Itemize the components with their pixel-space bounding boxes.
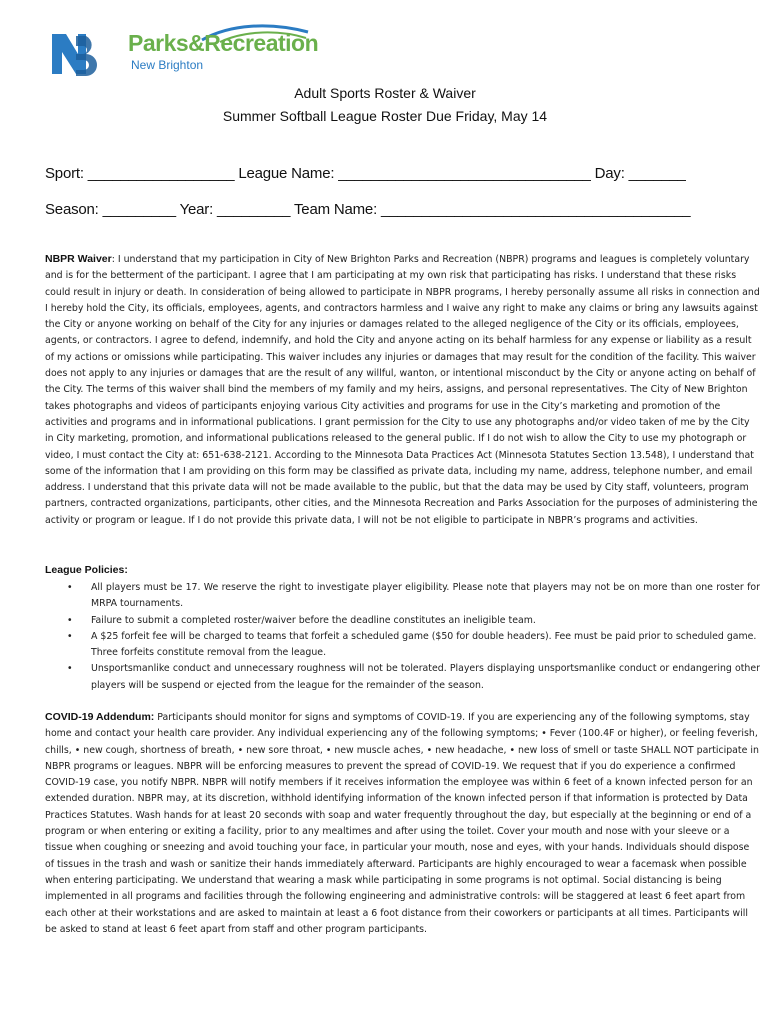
bullet-icon: • bbox=[67, 582, 73, 593]
policy-text: Failure to submit a completed roster/waiver before the deadline constitutes an ineligible team. bbox=[91, 614, 536, 626]
list-item bbox=[45, 629, 760, 662]
covid-text: Participants should monitor for signs and symptoms of COVID-19. If you are experiencing any of the following symptoms, stay home and contact your health care provider. Any individual experiencing any of the following symptoms; • Fever (100.4F or higher), or feeling feverish, chills, • new cough, shortness of breath, • new sore throat, • new muscle aches, • new headache, • new loss of smell or taste SHALL NOT participate in NBPR programs or leagues. NBPR will be enforcing measures to prevent the spread of COVID-19. We request that if you do experience a confirmed COVID-19 case, you notify NBPR. NBPR will notify members if it receives information the employee was within 6 feet of a known infected person for an extended duration. NBPR may, at its discretion, withhold identifying information of the known infected person if that information is protected by Data Practices Statutes. Wash hands for at least 20 seconds with soap and water frequently throughout the day, but especially at the beginning or end of a program or when entering or exiting a facility, prior to any mealtimes and after using the toilet. Cover your mouth and nose with your sleeve or a tissue when coughing or sneezing and avoid touching your face, in particular your mouth, nose and eyes, with your hands. Individuals should dispose of tissues in the trash and wash or sanitize their hands immediately afterward. Participants are highly encouraged to wear a facemask when possible when entering participating. We understand that wearing a mask while participating in some programs is not optimal. Social distancing is being implemented in all programs and facilities through the following engineering and administrative controls: will be staggered at least 6 feet apart from each other at their workstations and are asked to maintain at least a 6 foot distance from their coworkers or participants at all times. Participants will be asked to stand at least 6 feet apart from staff and other program participants. bbox=[45, 712, 759, 935]
waiver-paragraph bbox=[45, 251, 760, 529]
bullet-icon: • bbox=[67, 663, 73, 675]
policy-text: A $25 forfeit fee will be charged to teams that forfeit a scheduled game ($50 for double headers). Fee must be paid prior to scheduled game. Three forfeits constitute removal from the league. bbox=[91, 630, 757, 659]
nb-monogram-icon bbox=[46, 28, 98, 85]
form-fields-line-2[interactable]: Season: _________ Year: _________ Team Name: ______________________________________ bbox=[45, 201, 691, 218]
brand-block bbox=[128, 32, 318, 72]
list-item bbox=[45, 580, 760, 613]
brand-title: Parks&Recreation bbox=[128, 30, 319, 56]
list-item bbox=[45, 661, 760, 694]
list-item bbox=[45, 613, 760, 629]
covid-label: COVID-19 Addendum: bbox=[45, 711, 155, 723]
bullet-icon: • bbox=[67, 614, 73, 626]
waiver-text: : I understand that my participation in City of New Brighton Parks and Recreation (NBPR) programs and leagues is completely voluntary and is for the betterment of the participant. I agree that I am participating at my own risk that participating has risks. I understand that these risks could result in injury or death. In consideration of being allowed to participate in NBPR programs, I hereby personally assume all risks in connection and I hereby hold the City, its officials, employees, agents, and contractors harmless and I waive any right to make any claims or bring any lawsuits against the City or anyone working on behalf of the City for any injuries or damages related to the alleged negligence of the City or its officials, employees, agents, or contractors. I agree to defend, indemnify, and hold the City and anyone acting on its behalf harmless for any expense or liability as a result of my actions or omissions while participating. This waiver includes any injuries or damages that may result for the condition of the facility. This waiver does not apply to any injuries or damages that are the result of any willful, wanton, or intentional misconduct by the City or anyone acting on behalf of the City. The terms of this waiver shall bind the members of my family and my heirs, assigns, and personal representatives. The City of New Brighton takes photographs and videos of participants enjoying various City activities and programs for use in the City’s marketing and promotion of the activities and programs and in informational publications. I grant permission for the City to use any photographs and/or video taken of me by the City in City marketing, promotion, and informational publications released to the general public. If I do not wish to allow the City to use my photograph or video, I must contact the City at: 651-638-2121. According to the Minnesota Data Practices Act (Minnesota Statutes Section 13.548), I understand that some of the information that I am providing on this form may be classified as private data, including my name, address, telephone number, and email address. I understand that this private data will not be made available to the public, but that the data may be used by City staff, volunteers, program partners, contracted organizations, participants, other cities, and the Minnesota Recreation and Parks Association for the purposes of administering the activity or program or league. If I do not provide this private data, I will not be not eligible to participate in NBPR’s programs and activities. bbox=[45, 254, 760, 526]
league-policies-list bbox=[45, 580, 760, 694]
covid-addendum-paragraph bbox=[45, 709, 760, 938]
policy-text: All players must be 17. We reserve the right to investigate player eligibility. Please note that players may not be on more than one roster for MRPA tournaments. bbox=[91, 582, 760, 610]
page-subtitle: Summer Softball League Roster Due Friday, May 14 bbox=[222, 108, 548, 124]
page-title: Adult Sports Roster & Waiver bbox=[294, 85, 476, 101]
policy-text: Unsportsmanlike conduct and unnecessary roughness will not be tolerated. Players displaying unsportsmanlike conduct or endangering other players will be suspend or ejected from the league for the remainder of the season. bbox=[91, 663, 760, 691]
brand-subtitle: New Brighton bbox=[131, 58, 204, 72]
league-policies-title: League Policies: bbox=[45, 564, 128, 576]
waiver-label: NBPR Waiver bbox=[45, 253, 112, 265]
form-fields-line-1[interactable]: Sport: __________________ League Name: _______________________________ Day: _______ bbox=[45, 165, 686, 182]
bullet-icon: • bbox=[67, 630, 73, 642]
